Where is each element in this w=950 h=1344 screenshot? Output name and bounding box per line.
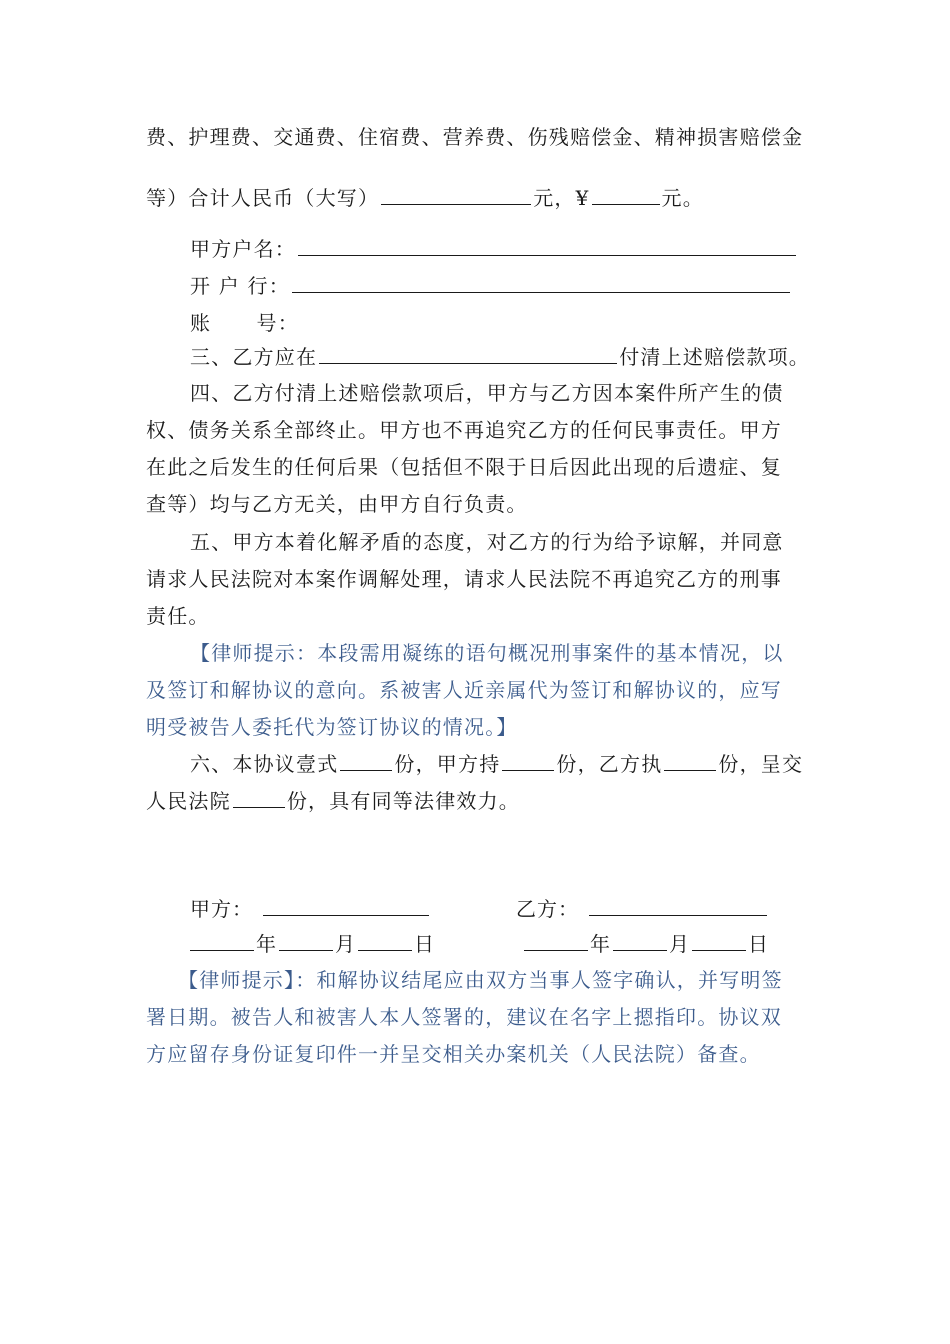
clause-4-line-1: 四、乙方付清上述赔偿款项后，甲方与乙方因本案件所产生的债 <box>190 381 784 405</box>
party-b-year-blank[interactable] <box>524 930 588 951</box>
account-name-line <box>190 235 854 263</box>
account-number-label: 账 号： <box>190 311 299 335</box>
party-a-copies-label: 份，甲方持 <box>394 752 501 776</box>
lawyer-tip-1-line-1: 【律师提示：本段需用凝练的语句概况刑事案件的基本情况，以 <box>190 641 784 665</box>
party-b-date <box>522 930 769 958</box>
clause-4-line-2: 权、债务关系全部终止。甲方也不再追究乙方的任何民事责任。甲方 <box>146 418 782 442</box>
compensation-items-line: 费、护理费、交通费、住宿费、营养费、伤残赔偿金、精神损害赔偿金 <box>146 125 804 149</box>
party-a-month-label: 月 <box>335 932 356 956</box>
clause-3 <box>190 343 854 371</box>
party-a-date <box>188 930 435 958</box>
party-b-day-blank[interactable] <box>692 930 746 951</box>
lawyer-tip-1-line-2: 及签订和解协议的意向。系被害人近亲属代为签订和解协议的，应写 <box>146 678 782 702</box>
party-b-label: 乙方： <box>516 897 579 921</box>
clause-5-line-3: 责任。 <box>146 604 210 628</box>
account-name-label: 甲方户名： <box>190 237 296 261</box>
clause-6-line-2 <box>146 787 810 815</box>
yuan-yen-label: 元，¥ <box>533 186 590 210</box>
court-label: 人民法院 <box>146 789 231 813</box>
bank-blank[interactable] <box>292 272 790 293</box>
party-a-year-label: 年 <box>256 932 277 956</box>
clause-5-line-2: 请求人民法院对本案作调解处理，请求人民法院不再追究乙方的刑事 <box>146 567 782 591</box>
party-b-signature <box>516 895 769 923</box>
party-a-copies-blank[interactable] <box>502 750 554 771</box>
account-number-line <box>190 309 854 337</box>
party-b-month-blank[interactable] <box>613 930 667 951</box>
clause-6-end: 份，具有同等法律效力。 <box>286 789 521 813</box>
clause-4-line-3: 在此之后发生的任何后果（包括但不限于日后因此出现的后遗症、复 <box>146 455 782 479</box>
clause-5-line-1: 五、甲方本着化解矛盾的态度，对乙方的行为给予谅解，并同意 <box>190 530 784 554</box>
lawyer-tip-2-heading: 【律师提示】 <box>178 968 296 992</box>
lawyer-tip-2-line-2: 署日期。被告人和被害人本人签署的，建议在名字上摁指印。协议双 <box>146 1005 782 1029</box>
party-a-year-blank[interactable] <box>190 930 254 951</box>
party-b-year-label: 年 <box>590 932 611 956</box>
lawyer-tip-1-line-3: 明受被告人委托代为签订协议的情况。】 <box>146 715 518 739</box>
total-amount-line <box>146 184 810 212</box>
lawyer-tip-2-line-3: 方应留存身份证复印件一并呈交相关办案机关（人民法院）备查。 <box>146 1042 761 1066</box>
payment-deadline-blank[interactable] <box>319 343 617 364</box>
court-copies-blank[interactable] <box>233 787 285 808</box>
party-a-signature-blank[interactable] <box>263 895 429 916</box>
party-b-copies-label: 份，乙方执 <box>556 752 663 776</box>
party-a-label: 甲方： <box>190 897 253 921</box>
party-b-month-label: 月 <box>669 932 690 956</box>
bank-line <box>190 272 854 300</box>
submit-label: 份，呈交 <box>718 752 804 776</box>
party-b-day-label: 日 <box>748 932 769 956</box>
party-a-day-blank[interactable] <box>358 930 412 951</box>
clause-6-line-1 <box>190 750 854 778</box>
lawyer-tip-2-line-1 <box>178 966 810 994</box>
yuan-label: 元。 <box>661 186 704 210</box>
bank-label: 开 户 行： <box>190 274 290 298</box>
total-amount-label: 等）合计人民币（大写） <box>146 186 380 210</box>
party-a-day-label: 日 <box>414 932 435 956</box>
party-a-month-blank[interactable] <box>279 930 333 951</box>
party-b-signature-blank[interactable] <box>589 895 767 916</box>
account-name-blank[interactable] <box>298 235 796 256</box>
total-copies-blank[interactable] <box>340 750 392 771</box>
clause-3-start: 三、乙方应在 <box>190 345 318 369</box>
clause-6-copies-label: 六、本协议壹式 <box>190 752 339 776</box>
clause-3-end: 付清上述赔偿款项。 <box>619 345 811 369</box>
amount-in-words-blank[interactable] <box>381 184 531 205</box>
party-b-copies-blank[interactable] <box>664 750 716 771</box>
clause-4-line-4: 查等）均与乙方无关，由甲方自行负责。 <box>146 492 528 516</box>
lawyer-tip-2-text: ：和解协议结尾应由双方当事人签字确认，并写明签 <box>295 968 783 992</box>
amount-in-figures-blank[interactable] <box>592 184 660 205</box>
party-a-signature <box>190 895 431 923</box>
